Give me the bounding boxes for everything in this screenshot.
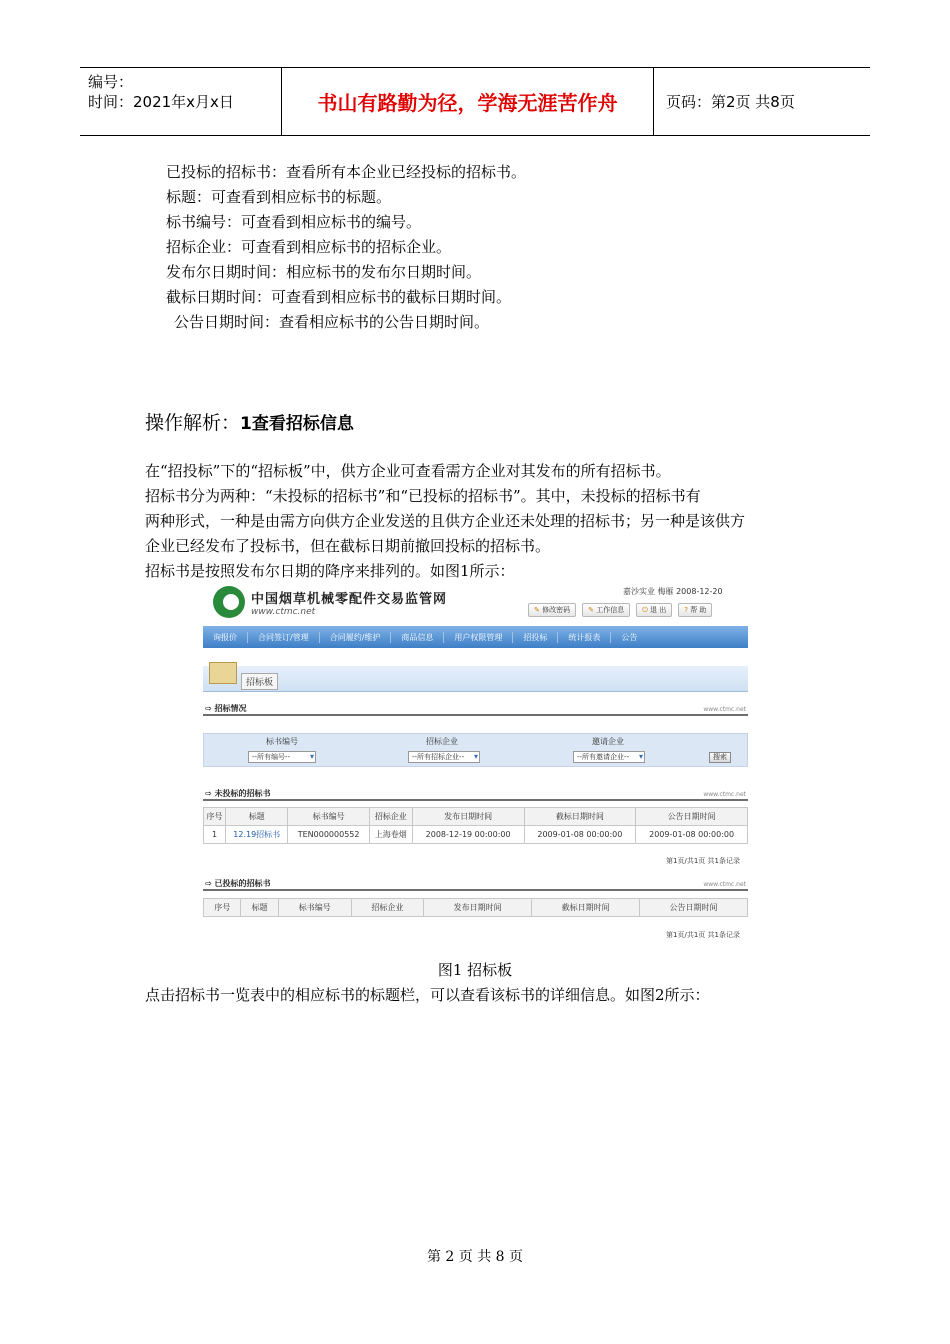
table-cell: 2008-12-19 00:00:00: [412, 826, 524, 844]
column-header: 标题: [241, 899, 278, 917]
nav-item[interactable]: 合同签订/管理: [248, 632, 320, 643]
nav-item[interactable]: 商品信息: [391, 632, 444, 643]
table-cell: 2009-01-08 00:00:00: [524, 826, 636, 844]
column-header: 招标企业: [369, 808, 412, 826]
power-icon: ⏻: [642, 606, 648, 614]
intro-line: 标题：可查看到相应标书的标题。: [166, 188, 392, 206]
header-slogan: 书山有路勤为径，学海无涯苦作舟: [282, 68, 654, 135]
invited-company-select[interactable]: --所有邀请企业-- ▾: [573, 751, 645, 763]
url-mark: www.ctmc.net: [703, 881, 746, 888]
section-label: ⇨ 未投标的招标书: [205, 789, 271, 798]
intro-line: 标书编号：可查看到相应标书的编号。: [166, 213, 422, 231]
section-title: [145, 408, 354, 435]
url-mark: www.ctmc.net: [703, 706, 746, 713]
column-header: 截标日期时间: [532, 899, 640, 917]
done-table: [203, 898, 748, 917]
figure-caption: 图1 招标板: [437, 961, 513, 979]
tender-title-link[interactable]: 12.19招标书: [226, 826, 288, 844]
section-heading: 1查看招标信息: [240, 414, 354, 434]
key-icon: ✎: [534, 606, 540, 614]
help-icon: ?: [684, 606, 688, 614]
top-buttons: [528, 603, 712, 617]
nav-item[interactable]: 统计报表: [558, 632, 611, 643]
page-header: [80, 67, 870, 136]
intro-line: 截标日期时间：可查看到相应标书的截标日期时间。: [166, 288, 512, 306]
section-prefix: 操作解析：: [145, 412, 241, 434]
tender-company-select[interactable]: --所有招标企业-- ▾: [408, 751, 480, 763]
search-button[interactable]: 搜索: [709, 752, 731, 763]
table-header-row: [204, 899, 748, 917]
column-header: 公告日期时间: [636, 808, 748, 826]
column-header: 公告日期时间: [640, 899, 748, 917]
site-title: 中国烟草机械零配件交易监管网: [251, 592, 448, 607]
nav-item[interactable]: 用户权限管理: [444, 632, 513, 643]
column-header: 序号: [204, 808, 226, 826]
paragraph-line: 招标书是按照发布尔日期的降序来排列的。如图1所示：: [145, 562, 515, 580]
work-info-button[interactable]: ✎ 工作信息: [582, 603, 630, 617]
table-cell: TEN000000552: [288, 826, 370, 844]
filter-header: 邀请企业: [592, 737, 624, 746]
column-header: 发布日期时间: [424, 899, 532, 917]
nav-item[interactable]: 公告: [621, 632, 638, 642]
section-header-pending: [203, 787, 748, 801]
filter-header: 标书编号: [266, 737, 298, 746]
filter-bar: [203, 733, 748, 767]
body-paragraphs: [145, 459, 815, 584]
nav-item[interactable]: 合同履约/维护: [320, 632, 392, 643]
intro-line: 公告日期时间：查看相应标书的公告日期时间。: [174, 313, 490, 331]
url-mark: www.ctmc.net: [703, 791, 746, 798]
nav-item[interactable]: 招投标: [513, 632, 558, 643]
table-cell: 1: [204, 826, 226, 844]
table-row: [204, 826, 748, 844]
number-select[interactable]: --所有编号-- ▾: [248, 751, 316, 763]
section-header-status: [203, 702, 748, 716]
intro-list: [166, 160, 526, 335]
info-icon: ✎: [588, 606, 594, 614]
figure-screenshot: [203, 582, 748, 942]
filter-header: 招标企业: [426, 737, 458, 746]
board-tab[interactable]: 招标板: [241, 673, 278, 690]
column-header: 招标企业: [351, 899, 424, 917]
paragraph-line: 招标书分为两种：“未投标的招标书”和“已投标的招标书”。其中，未投标的招标书有: [145, 487, 701, 505]
pending-table: [203, 807, 748, 844]
paragraph-line: 在“招投标”下的“招标板”中，供方企业可查看需方企业对其发布的所有招标书。: [145, 462, 671, 480]
header-meta: [80, 68, 282, 135]
pager: 第1页/共1页 共1条记录: [666, 931, 740, 939]
nav-item[interactable]: 询报价: [203, 632, 248, 643]
board-bar: [203, 666, 748, 692]
column-header: 标书编号: [278, 899, 351, 917]
paragraph-line: 两种形式，一种是由需方向供方企业发送的且供方企业还未处理的招标书；另一种是该供方: [145, 512, 746, 530]
table-cell: 上海卷烟: [369, 826, 412, 844]
folder-icon: [209, 662, 237, 684]
paragraph-line: 企业已经发布了投标书，但在截标日期前撤回投标的招标书。: [145, 537, 551, 555]
logout-button[interactable]: ⏻ 退 出: [636, 603, 672, 617]
column-header: 标题: [226, 808, 288, 826]
site-logo-icon: [213, 586, 245, 618]
intro-line: 招标企业：可查看到相应标书的招标企业。: [166, 238, 452, 256]
section-label: ⇨ 招标情况: [205, 704, 247, 713]
date-label: 时间：2021年x月x日: [88, 93, 234, 111]
intro-line: 已投标的招标书：查看所有本企业已经投标的招标书。: [166, 163, 527, 181]
column-header: 标书编号: [288, 808, 370, 826]
section-label: ⇨ 已投标的招标书: [205, 879, 271, 888]
table-header-row: [204, 808, 748, 826]
pager: 第1页/共1页 共1条记录: [666, 857, 740, 865]
page-footer: 第 2 页 共 8 页: [426, 1249, 524, 1265]
change-password-button[interactable]: ✎ 修改密码: [528, 603, 576, 617]
column-header: 截标日期时间: [524, 808, 636, 826]
user-info: 嘉沙实业 梅雁 2008-12-20: [623, 587, 723, 596]
header-page-label: 页码：第2页 共8页: [666, 93, 795, 111]
site-url: www.ctmc.net: [251, 607, 316, 617]
main-nav: [203, 626, 748, 648]
help-button[interactable]: ? 帮 助: [678, 603, 712, 617]
number-label: 编号：: [88, 73, 134, 91]
intro-line: 发布尔日期时间：相应标书的发布尔日期时间。: [166, 263, 482, 281]
after-text: 点击招标书一览表中的相应标书的标题栏，可以查看该标书的详细信息。如图2所示：: [145, 986, 710, 1004]
table-cell: 2009-01-08 00:00:00: [636, 826, 748, 844]
column-header: 发布日期时间: [412, 808, 524, 826]
section-header-done: [203, 877, 748, 891]
column-header: 序号: [204, 899, 241, 917]
